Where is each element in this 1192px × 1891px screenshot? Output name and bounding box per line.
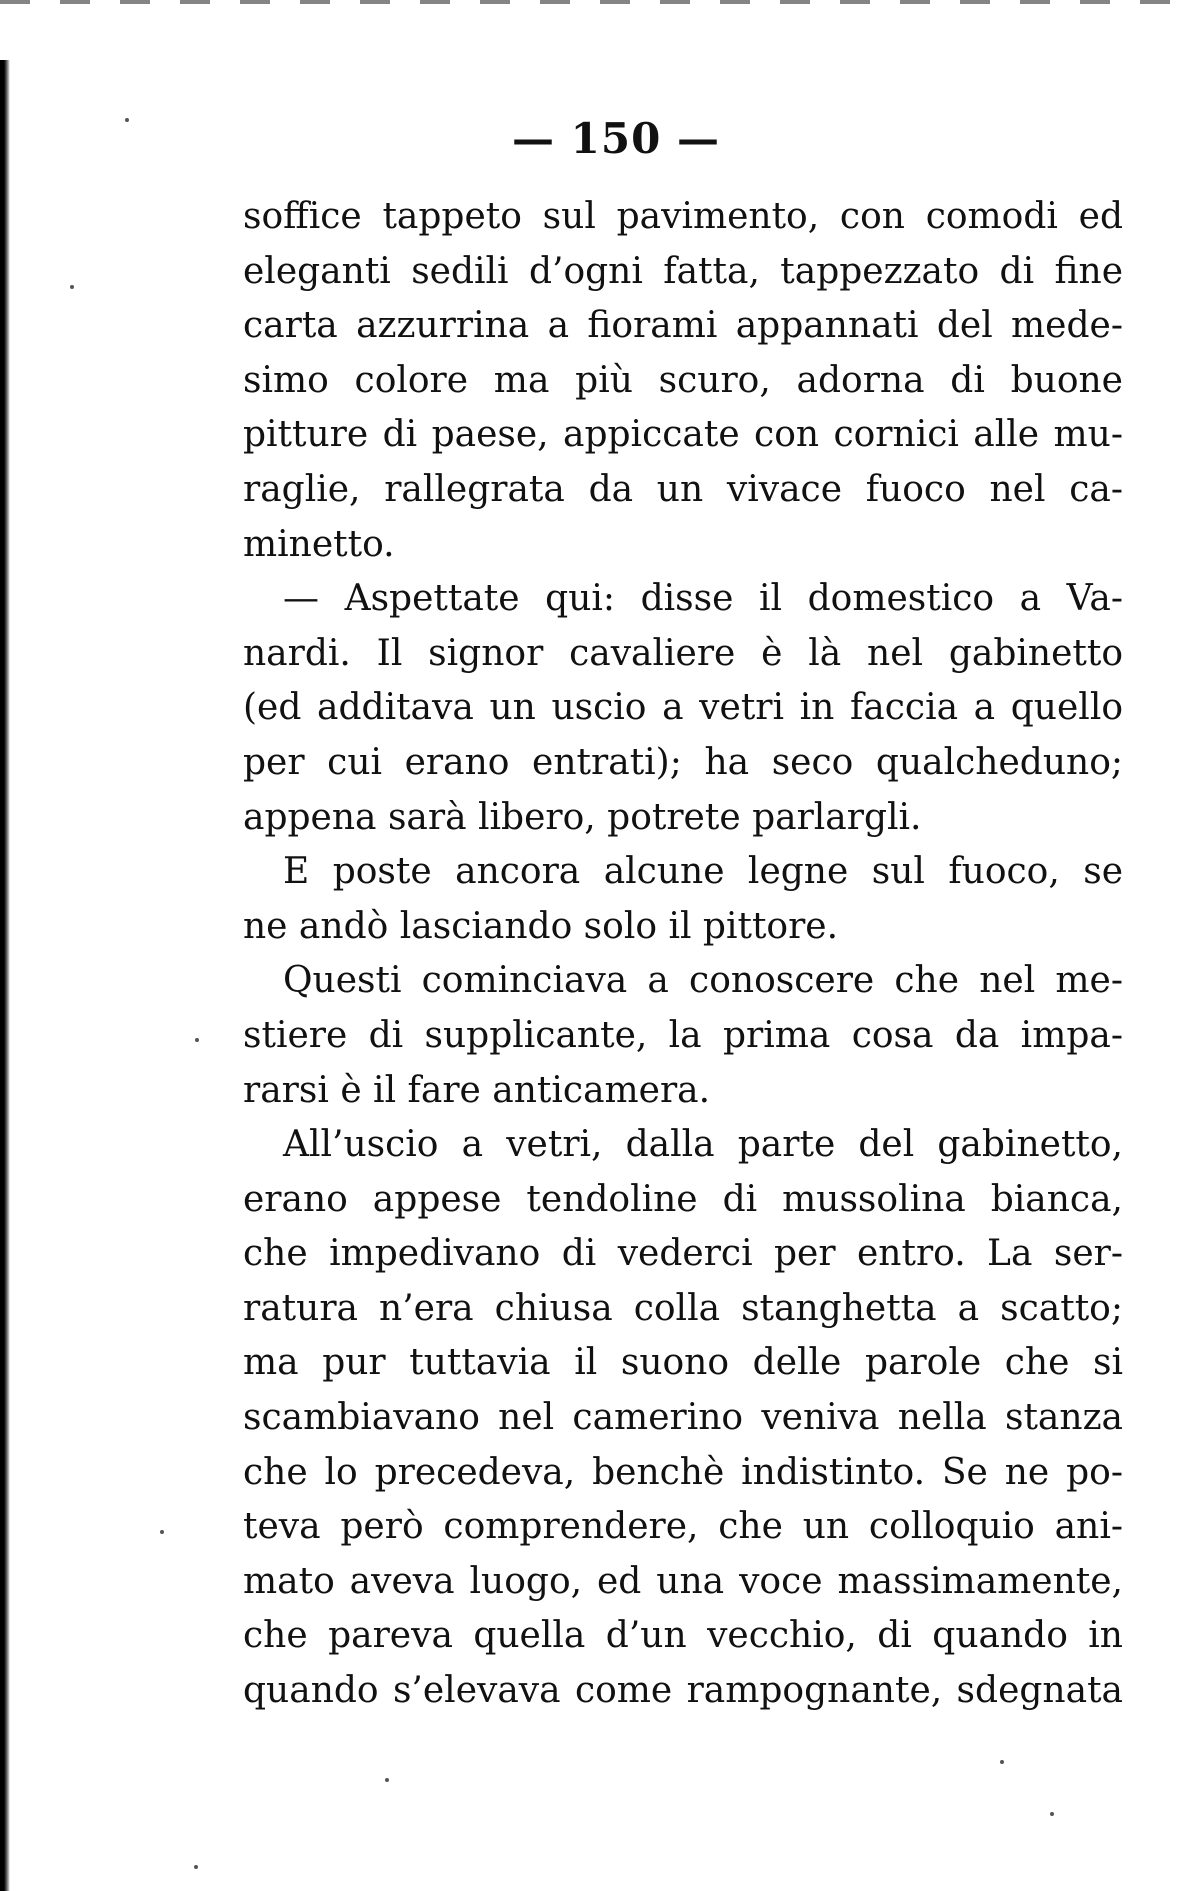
text-line: Questi cominciava a conoscere che nel me-	[283, 960, 1123, 1002]
text-line: minetto.	[243, 523, 395, 565]
scan-speck	[385, 1778, 389, 1782]
text-line: che pareva quella d’un vecchio, di quando in	[243, 1615, 1123, 1657]
text-line: che impedivano di vederci per entro. La ser-	[243, 1233, 1123, 1275]
text-line: per cui erano entrati); ha seco qualcheduno;	[243, 741, 1123, 783]
text-line: quando s’elevava come rampognante, sdegnata	[243, 1670, 1123, 1712]
text-line: scambiavano nel camerino veniva nella stanza	[243, 1397, 1123, 1439]
text-line: che lo precedeva, benchè indistinto. Se ne po-	[243, 1451, 1123, 1493]
text-line: appena sarà libero, potrete parlargli.	[243, 796, 922, 838]
text-line: E poste ancora alcune legne sul fuoco, se	[283, 851, 1123, 893]
text-line: eleganti sedili d’ogni fatta, tappezzato di fine	[243, 250, 1123, 292]
text-line: ma pur tuttavia il suono delle parole che si	[243, 1342, 1123, 1384]
binding-edge	[0, 60, 10, 1891]
text-line: nardi. Il signor cavaliere è là nel gabinetto	[243, 632, 1123, 674]
text-line: ratura n’era chiusa colla stanghetta a scatto;	[243, 1287, 1123, 1329]
text-line: pitture di paese, appiccate con cornici alle mu-	[243, 414, 1123, 456]
text-line: stiere di supplicante, la prima cosa da impa-	[243, 1014, 1123, 1056]
text-line: rarsi è il fare anticamera.	[243, 1069, 711, 1111]
text-line: teva però comprendere, che un colloquio ani-	[243, 1506, 1123, 1548]
top-edge-rule	[0, 0, 1192, 4]
scan-speck	[194, 1865, 198, 1869]
scan-speck	[195, 1038, 199, 1042]
text-line: erano appese tendoline di mussolina bianca,	[243, 1178, 1123, 1220]
text-line: soffice tappeto sul pavimento, con comodi ed	[243, 196, 1123, 237]
text-line: carta azzurrina a fiorami appannati del mede-	[243, 305, 1123, 347]
scan-speck	[1000, 1760, 1004, 1764]
scan-speck	[160, 1530, 164, 1534]
text-line: mato aveva luogo, ed una voce massimamente,	[243, 1560, 1123, 1602]
text-line: raglie, rallegrata da un vivace fuoco nel ca-	[243, 468, 1123, 510]
page-number: — 150 —	[512, 114, 720, 163]
text-line: (ed additava un uscio a vetri in faccia a quello	[243, 687, 1123, 729]
scan-speck	[125, 118, 129, 122]
text-line: ne andò lasciando solo il pittore.	[243, 905, 839, 947]
text-line: All’uscio a vetri, dalla parte del gabinetto,	[283, 1124, 1123, 1166]
scan-speck	[1050, 1812, 1054, 1816]
scan-speck	[70, 285, 74, 289]
text-line: — Aspettate qui: disse il domestico a Va-	[283, 578, 1123, 620]
body-text	[243, 190, 1123, 1719]
text-line: simo colore ma più scuro, adorna di buone	[243, 359, 1123, 401]
